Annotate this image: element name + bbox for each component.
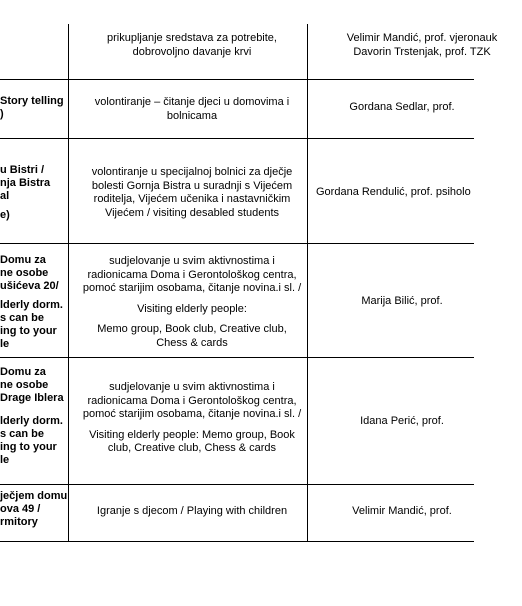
text-line: prikupljanje sredstava za potrebite, bbox=[107, 32, 277, 44]
table-border bbox=[0, 138, 474, 139]
text-line: ne osobe bbox=[0, 379, 49, 391]
text-line: volontiranje u specijalnoj bolnici za dječje bbox=[91, 166, 293, 178]
text-line: volontiranje – čitanje djeci u domovima i bbox=[94, 96, 290, 108]
table-border-top bbox=[0, 79, 474, 80]
text-line: ječjem domu bbox=[0, 490, 68, 502]
text-line: Drage Iblera bbox=[0, 392, 64, 404]
text-line: ing to your bbox=[0, 325, 57, 337]
text-line: s can be bbox=[0, 428, 45, 440]
text-line: al bbox=[0, 190, 10, 202]
text-line: Marija Bilić, prof. bbox=[361, 295, 443, 307]
text-line: Memo group, Book club, Creative club, bbox=[97, 323, 287, 335]
text-line: lderly dorm. bbox=[0, 415, 63, 427]
row-3-teacher bbox=[292, 295, 512, 309]
row-2-location bbox=[0, 164, 68, 222]
text-line: roditelja, Vijećem učenika i nastavničkim bbox=[93, 193, 291, 205]
text-line: nja Bistra bbox=[0, 177, 51, 189]
text-line: Chess & cards bbox=[156, 336, 228, 349]
text-line: Domu za bbox=[0, 366, 46, 378]
text-line: ušićeva 20/ bbox=[0, 280, 59, 292]
row-4-location bbox=[0, 366, 68, 467]
row-2-activity bbox=[70, 166, 314, 220]
text-line: Velimir Mandić, prof. bbox=[352, 505, 452, 517]
text-line: radionicama Doma i Gerontološkog centra, bbox=[87, 268, 297, 281]
text-line: pomoć starijim osobama, čitanje novina.i sl. / bbox=[82, 408, 302, 420]
text-line: Visiting elderly people: Memo group, Book bbox=[89, 428, 295, 441]
row-5-location bbox=[0, 490, 68, 529]
row-0-activity bbox=[70, 32, 314, 59]
table-border bbox=[0, 243, 474, 244]
row-3-activity bbox=[70, 255, 314, 350]
text-line: le bbox=[0, 454, 10, 466]
text-line: sudjelovanje u svim aktivnostima i bbox=[109, 381, 275, 393]
row-3-location bbox=[0, 254, 68, 351]
row-1-teacher bbox=[292, 101, 512, 115]
text-line: Gordana Rendulić, prof. psiholo bbox=[316, 186, 471, 198]
text-line: Domu za bbox=[0, 254, 46, 266]
text-line: ova 49 / bbox=[0, 503, 41, 515]
text-line: dobrovoljno davanje krvi bbox=[132, 45, 252, 58]
text-line: Vijećem / visiting desabled students bbox=[104, 206, 280, 219]
column-divider-1 bbox=[68, 24, 69, 542]
text-line: s can be bbox=[0, 312, 45, 324]
row-0-teacher bbox=[322, 32, 522, 59]
text-line: radionicama Doma i Gerontološkog centra, bbox=[87, 394, 297, 407]
row-4-activity bbox=[70, 381, 314, 456]
row-5-teacher bbox=[292, 505, 512, 519]
text-line: bolesti Gornja Bistra u suradnji s Vijećem bbox=[91, 179, 293, 192]
text-line: Velimir Mandić, prof. vjeronauk bbox=[346, 32, 498, 44]
text-line: rmitory bbox=[0, 516, 38, 528]
row-1-activity bbox=[70, 96, 314, 123]
text-line: e) bbox=[0, 209, 10, 221]
text-line: ne osobe bbox=[0, 267, 49, 279]
text-line: lderly dorm. bbox=[0, 299, 63, 311]
text-line: Gordana Sedlar, prof. bbox=[349, 101, 455, 113]
text-line: ing to your bbox=[0, 441, 57, 453]
table-border bbox=[0, 484, 474, 485]
text-line: le bbox=[0, 338, 10, 350]
row-1-location bbox=[0, 95, 68, 121]
text-line: Idana Perić, prof. bbox=[360, 415, 444, 427]
text-line: Story telling bbox=[0, 95, 64, 107]
text-line: Davorin Trstenjak, prof. TZK bbox=[353, 45, 491, 58]
row-2-teacher bbox=[316, 186, 476, 200]
row-5-activity bbox=[70, 505, 314, 519]
text-line: Visiting elderly people: bbox=[137, 302, 247, 315]
text-line: club, Creative club, Chess & cards bbox=[107, 442, 277, 454]
text-line: Igranje s djecom / Playing with children bbox=[96, 505, 288, 517]
text-line: bolnicama bbox=[166, 109, 218, 122]
row-4-teacher bbox=[292, 415, 512, 429]
table-border-bottom bbox=[0, 541, 474, 542]
text-line: ) bbox=[0, 108, 4, 120]
text-line: u Bistri / bbox=[0, 164, 45, 176]
text-line: pomoć starijim osobama, čitanje novina.i sl. / bbox=[82, 282, 302, 294]
table-border bbox=[0, 357, 474, 358]
text-line: sudjelovanje u svim aktivnostima i bbox=[109, 255, 275, 267]
